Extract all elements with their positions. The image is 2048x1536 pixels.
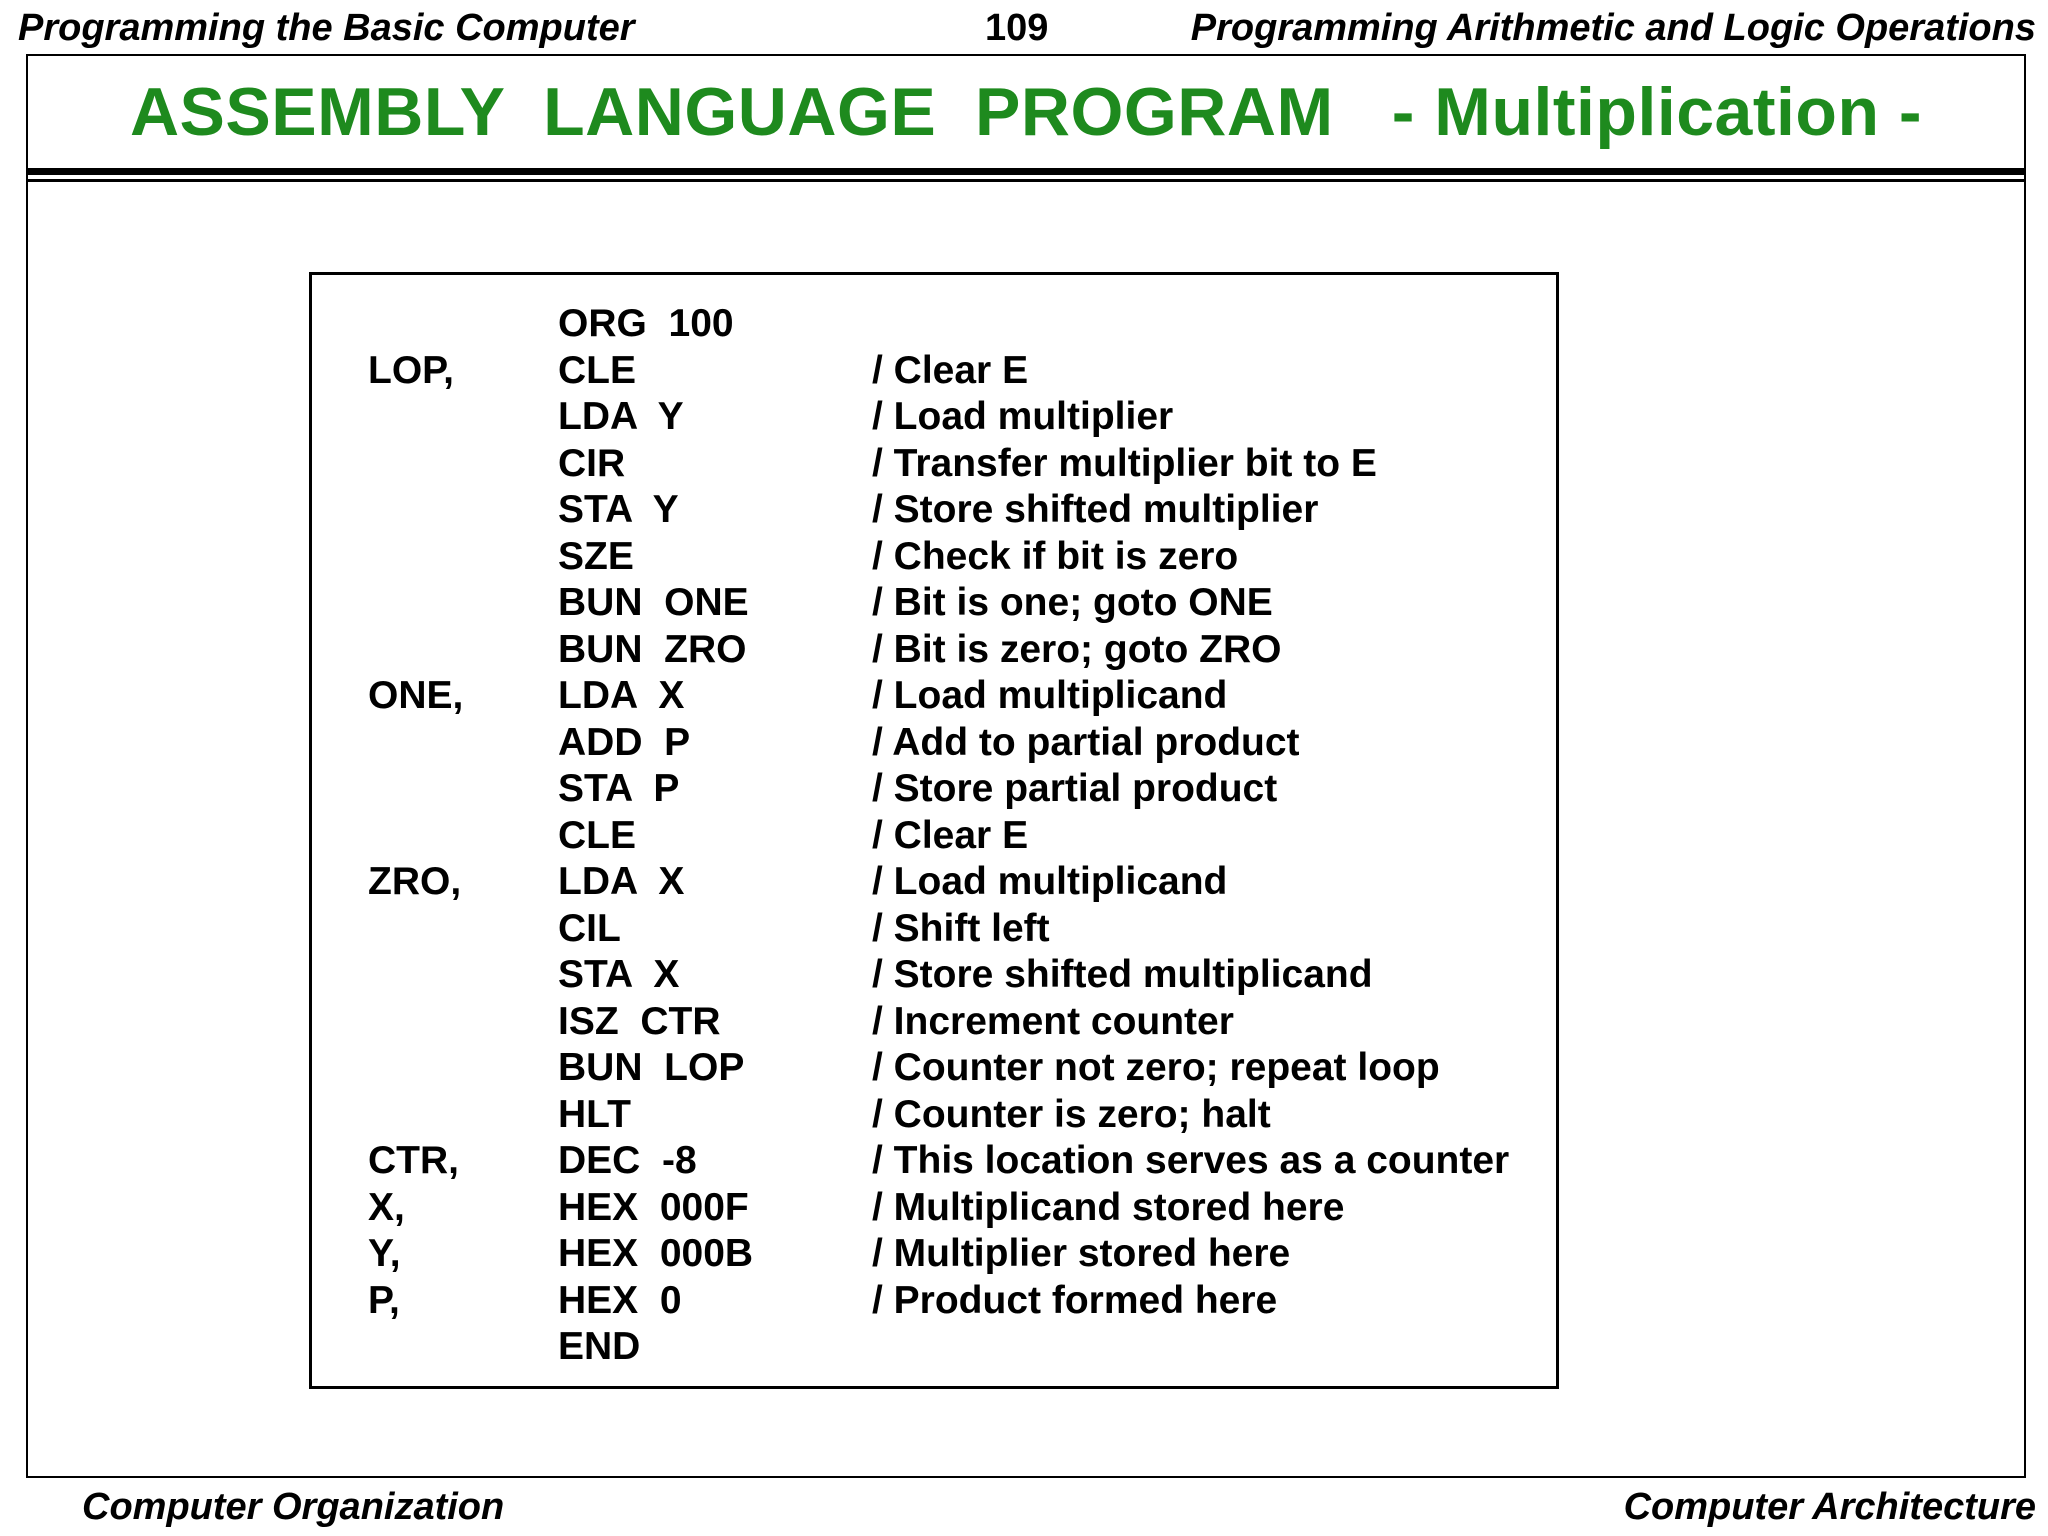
code-comment: / Store partial product — [872, 767, 1278, 810]
code-label: CTR, — [368, 1139, 459, 1182]
code-comment: / Check if bit is zero — [872, 534, 1239, 578]
header-left-text: Programming the Basic Computer — [18, 7, 635, 49]
code-line — [312, 720, 1556, 767]
code-comment: / This location serves as a counter — [872, 1139, 1510, 1182]
code-line — [312, 394, 1556, 441]
title-divider-thin — [28, 179, 2024, 182]
code-instruction: LDA Y — [558, 395, 684, 438]
code-line — [312, 441, 1556, 488]
code-comment: / Product formed here — [872, 1278, 1278, 1322]
code-instruction: HEX 000F — [558, 1185, 749, 1229]
code-line — [312, 1185, 1556, 1232]
code-comment: / Counter is zero; halt — [872, 1092, 1271, 1136]
code-instruction: CIR — [558, 441, 626, 485]
code-line — [312, 906, 1556, 953]
footer-left-text: Computer Organization — [82, 1486, 505, 1528]
code-line — [312, 580, 1556, 627]
code-comment: / Bit is one; goto ONE — [872, 581, 1273, 624]
code-line — [312, 673, 1556, 720]
code-instruction: STA Y — [558, 488, 679, 531]
code-instruction: ORG 100 — [558, 302, 734, 345]
code-line — [312, 766, 1556, 813]
code-instruction: END — [558, 1325, 641, 1368]
program-listing — [312, 301, 1556, 1371]
code-line — [312, 859, 1556, 906]
slide-title: ASSEMBLY LANGUAGE PROGRAM - Multiplication - — [129, 74, 1923, 150]
code-comment: / Load multiplier — [872, 395, 1174, 438]
code-instruction: HEX 000B — [558, 1232, 754, 1275]
code-instruction: ISZ CTR — [558, 999, 721, 1043]
code-instruction: LDA X — [558, 674, 685, 717]
code-comment: / Multiplier stored here — [872, 1232, 1291, 1275]
code-comment: / Store shifted multiplicand — [872, 953, 1373, 996]
code-instruction: HEX 0 — [558, 1278, 682, 1322]
code-instruction: BUN ONE — [558, 581, 749, 624]
program-listing-box — [309, 272, 1559, 1389]
code-label: X, — [368, 1185, 405, 1229]
code-line — [312, 1092, 1556, 1139]
code-line — [312, 534, 1556, 581]
code-line — [312, 627, 1556, 674]
code-instruction: BUN ZRO — [558, 627, 747, 671]
code-line — [312, 813, 1556, 860]
code-line — [312, 952, 1556, 999]
code-instruction: STA P — [558, 767, 680, 810]
title-divider-thick — [28, 168, 2024, 175]
code-instruction: CIL — [558, 906, 621, 950]
code-instruction: CLE — [558, 813, 636, 857]
footer-right-text: Computer Architecture — [1623, 1486, 2036, 1528]
code-instruction: BUN LOP — [558, 1046, 745, 1089]
code-instruction: SZE — [558, 534, 634, 578]
code-comment: / Multiplicand stored here — [872, 1185, 1345, 1229]
code-comment: / Counter not zero; repeat loop — [872, 1046, 1440, 1089]
code-line — [312, 1138, 1556, 1185]
code-comment: / Increment counter — [872, 999, 1234, 1043]
header-right-text: Programming Arithmetic and Logic Operations — [1190, 7, 2036, 49]
code-comment: / Transfer multiplier bit to E — [872, 441, 1377, 485]
code-line — [312, 999, 1556, 1046]
page-number: 109 — [985, 7, 1049, 49]
code-instruction: HLT — [558, 1092, 631, 1136]
code-line — [312, 487, 1556, 534]
code-comment: / Shift left — [872, 906, 1050, 950]
code-comment: / Add to partial product — [872, 720, 1300, 764]
code-label: ZRO, — [368, 860, 462, 903]
code-line — [312, 1045, 1556, 1092]
code-line — [312, 1278, 1556, 1325]
code-comment: / Store shifted multiplier — [872, 488, 1319, 531]
code-instruction: DEC -8 — [558, 1139, 697, 1182]
code-label: Y, — [368, 1232, 401, 1275]
title-bar — [28, 56, 2024, 168]
code-instruction: LDA X — [558, 860, 685, 903]
code-comment: / Clear E — [872, 813, 1029, 857]
code-line — [312, 1324, 1556, 1371]
code-instruction: CLE — [558, 348, 636, 392]
code-line — [312, 301, 1556, 348]
code-comment: / Load multiplicand — [872, 860, 1228, 903]
code-line — [312, 1231, 1556, 1278]
code-comment: / Load multiplicand — [872, 674, 1228, 717]
code-label: LOP, — [368, 348, 454, 392]
code-line — [312, 348, 1556, 395]
code-label: P, — [368, 1278, 400, 1322]
code-instruction: ADD P — [558, 720, 691, 764]
code-comment: / Bit is zero; goto ZRO — [872, 627, 1282, 671]
code-instruction: STA X — [558, 953, 680, 996]
code-label: ONE, — [368, 674, 464, 717]
code-comment: / Clear E — [872, 348, 1029, 392]
